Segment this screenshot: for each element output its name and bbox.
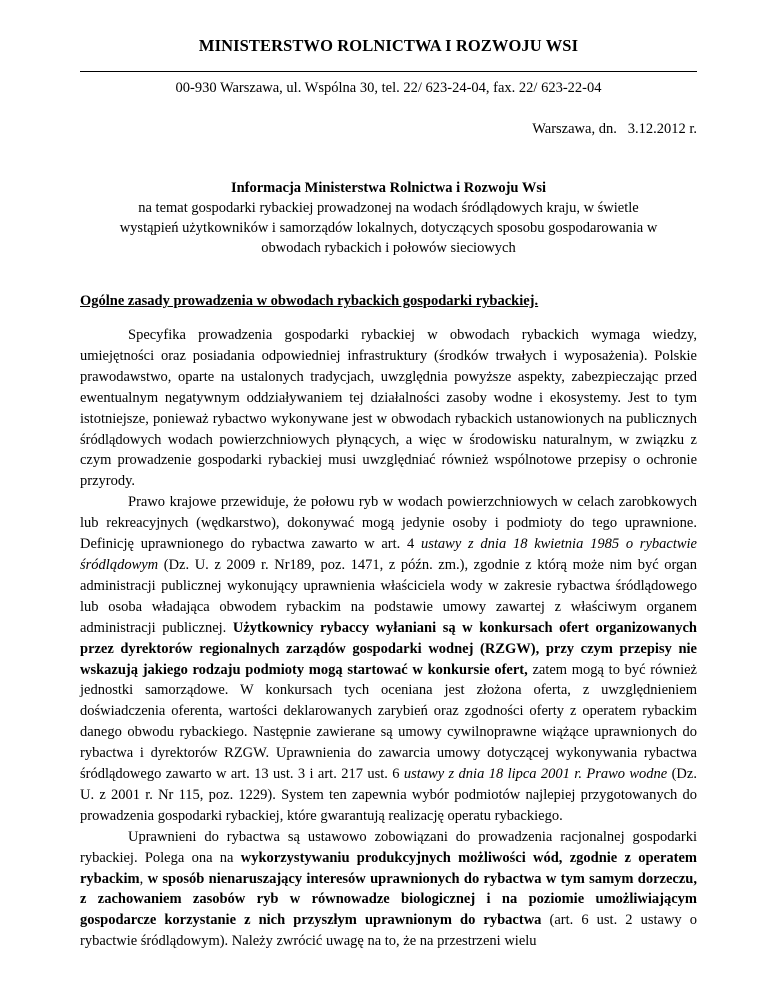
- law-citation: ustawy z dnia 18 kwietnia 1985 o rybactwie śródlądowym: [80, 536, 697, 573]
- info-title: Informacja Ministerstwa Rolnictwa i Rozwoju Wsi: [230, 180, 547, 196]
- info-block: [72, 178, 705, 258]
- text-run: (Dz. U. z 2001 r. Nr 115, poz. 1229). System ten zapewnia wybór podmiotów najlepiej przygotowanych do prowadzenia gospodarki rybackiej, które gwarantują realizację operatu rybackiego.: [80, 766, 697, 824]
- info-line: na temat gospodarki rybackiej prowadzonej na wodach śródlądowych kraju, w świetle: [138, 200, 639, 216]
- text-run: Prawo krajowe przewiduje, że połowu ryb w wodach powierzchniowych w celach zarobkowych lub rekreacyjnych (wędkarstwo), dokonywać mogą jedynie osoby i podmioty do tego uprawnione. Definicję uprawnionego do rybactwa zawarto w art. 4: [80, 494, 697, 553]
- paragraph: [80, 492, 697, 827]
- text-run: ,: [139, 870, 148, 887]
- text-run: (Dz. U. z 2009 r. Nr189, poz. 1471, z późn. zm.), zgodnie z którą może nim być organ administracji publicznej wykonujący uprawnienia właściciela wody w zakresie rybactwa śródlądowego lub osoba władająca obwodem rybackim na podstawie umowy zawartej z właściwym organem administracji publicznej.: [80, 556, 697, 636]
- info-line: wystąpień użytkowników i samorządów lokalnych, dotyczących sposobu gospodarowania w: [119, 220, 658, 236]
- paragraph: [80, 827, 697, 952]
- text-run: Uprawnieni do rybactwa są ustawowo zobowiązani do prowadzenia racjonalnej gospodarki rybackiej. Polega ona na: [80, 828, 697, 866]
- paragraph: Specyfika prowadzenia gospodarki rybackiej w obwodach rybackich wymaga wiedzy, umiejętności oraz posiadania odpowiedniej infrastruktury (środków trwałych i wyposażenia). Polskie prawodawstwo, oparte na ustalonych tradycjach, uwzględnia powyższe aspekty, zabezpieczając przed ewentualnym negatywnym oddziaływaniem tej działalności zasoby wodne i ekosystemy. Jest to tym istotniejsze, ponieważ rybactwo wykonywane jest w obwodach rybackich ustanowionych na publicznych śródlądowych wodach powierzchniowych płynących, a więc w środowisku naturalnym, w związku z czym prowadzenie gospodarki rybackiej musi uwzględniać również wspólnotowe przepisy o ochronie przyrody.: [80, 327, 697, 490]
- ministry-name: MINISTERSTWO ROLNICTWA I ROZWOJU WSI: [198, 36, 579, 55]
- info-line: obwodach rybackich i połowów sieciowych: [261, 240, 516, 256]
- emphasis-text: Użytkownicy rybaccy wyłaniani są w konkursach ofert organizowanych przez dyrektorów regionalnych zarządów gospodarki wodnej (RZGW), przy czym przepisy nie wskazują jakiego rodzaju podmioty mogą startować w konkursie ofert,: [80, 619, 697, 678]
- text-run: zatem mogą to być również jednostki samorządowe. W konkursach tych oceniana jest złożona oferta, z uwzględnieniem doświadczenia oferenta, wartości deklarowanych zarybień oraz zgodności oferty z operatem rybackim danego obwodu rybackiego. Następnie zawierane są umowy cywilnoprawne wiążące uprawnionych do rybactwa i dyrektorów RZGW. Uprawnienia do zawarcia umowy dotyczącej wykonywania rybactwa śródlądowego zawarto w art. 13 ust. 3 i art. 217 ust. 6: [80, 661, 697, 783]
- emphasis-text: w sposób nienaruszający interesów uprawnionych do rybactwa w tym samym dorzeczu, z zachowaniem zasobów ryb w równowadze biologicznej i na poziomie umożliwiającym gospodarcze korzystanie z nich przyszłym uprawnionym do rybactwa: [80, 870, 697, 929]
- document-date: Warszawa, dn. 3.12.2012 r.: [532, 121, 697, 137]
- law-citation: ustawy z dnia 18 lipca 2001 r. Prawo wodne: [403, 766, 668, 783]
- section-heading: Ogólne zasady prowadzenia w obwodach rybackich gospodarki rybackiej.: [80, 293, 539, 309]
- ministry-address: 00-930 Warszawa, ul. Wspólna 30, tel. 22/ 623-24-04, fax. 22/ 623-22-04: [175, 80, 602, 96]
- text-run: (art. 6 ust. 2 ustawy o rybactwie śródlądowym). Należy zwrócić uwagę na to, że na przestrzeni wielu: [80, 912, 697, 950]
- emphasis-text: wykorzystywaniu produkcyjnych możliwości wód, zgodnie z operatem rybackim: [80, 849, 697, 887]
- body-text: [80, 325, 697, 952]
- header-divider: [80, 71, 697, 72]
